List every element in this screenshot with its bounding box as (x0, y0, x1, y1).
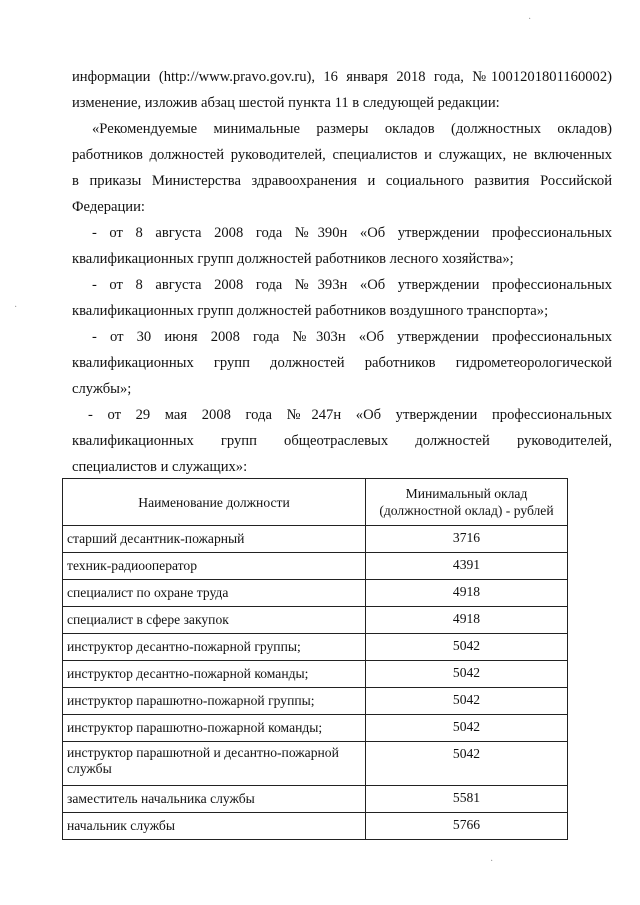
header-min-salary-line1: Минимальный оклад (405, 486, 528, 501)
table-row (63, 580, 568, 607)
position-name: начальник службы (63, 813, 366, 840)
text-line: квалификационных групп должностей работников гидрометеорологической (72, 355, 612, 371)
text-line: изменение, изложив абзац шестой пункта 11 в следующей редакции: (72, 95, 500, 111)
salary-value: 5766 (366, 813, 568, 840)
salary-value: 4918 (366, 607, 568, 634)
salary-value: 5581 (366, 786, 568, 813)
position-name: специалист по охране труда (63, 580, 366, 607)
text-line: Федерации: (72, 199, 145, 215)
scan-speck: · (14, 302, 18, 313)
text-line: работников должностей руководителей, специалистов и служащих, не включенных (72, 147, 612, 163)
table-row (63, 634, 568, 661)
scan-speck: · (490, 856, 494, 867)
header-min-salary (366, 479, 568, 526)
text-line: - от 8 августа 2008 года №393н «Об утверждении профессиональных (92, 277, 612, 293)
body-text (72, 64, 612, 480)
salary-value: 5042 (366, 715, 568, 742)
table-header-row (63, 479, 568, 526)
salary-value: 5042 (366, 634, 568, 661)
salary-value: 5042 (366, 688, 568, 715)
position-name: заместитель начальника службы (63, 786, 366, 813)
salary-value: 3716 (366, 526, 568, 553)
salary-table (62, 478, 568, 840)
position-name: техник-радиооператор (63, 553, 366, 580)
text-line: «Рекомендуемые минимальные размеры окладов (должностных окладов) (92, 121, 612, 137)
position-name: инструктор десантно-пожарной команды; (63, 661, 366, 688)
table-row (63, 813, 568, 840)
salary-value: 5042 (366, 742, 568, 786)
text-line: квалификационных групп должностей работников воздушного транспорта»; (72, 303, 549, 319)
salary-value: 5042 (366, 661, 568, 688)
text-line: квалификационных групп общеотраслевых должностей руководителей, (72, 433, 612, 449)
header-min-salary-line2: (должностной оклад) - рублей (379, 503, 554, 518)
text-line: - от 8 августа 2008 года №390н «Об утверждении профессиональных (92, 225, 612, 241)
text-line: квалификационных групп должностей работников лесного хозяйства»; (72, 251, 514, 267)
text-line: специалистов и служащих»: (72, 459, 248, 475)
table-row (63, 786, 568, 813)
text-line: - от 30 июня 2008 года №303н «Об утверждении профессиональных (92, 329, 612, 345)
table-row (63, 661, 568, 688)
position-name: инструктор парашютной и десантно-пожарной службы (63, 742, 366, 786)
table-row (63, 742, 568, 786)
salary-value: 4391 (366, 553, 568, 580)
table-row (63, 715, 568, 742)
salary-value: 4918 (366, 580, 568, 607)
table-row (63, 526, 568, 553)
table-row (63, 553, 568, 580)
position-name: специалист в сфере закупок (63, 607, 366, 634)
table-row (63, 607, 568, 634)
position-name: инструктор парашютно-пожарной группы; (63, 688, 366, 715)
text-line: информации (http://www.pravo.gov.ru), 16 января 2018 года, №1001201801160002) (72, 69, 612, 85)
position-name: старший десантник-пожарный (63, 526, 366, 553)
position-name: инструктор парашютно-пожарной команды; (63, 715, 366, 742)
position-name: инструктор десантно-пожарной группы; (63, 634, 366, 661)
text-line: в приказы Министерства здравоохранения и социального развития Российской (72, 173, 612, 189)
header-position-name: Наименование должности (63, 479, 366, 526)
text-line: - от 29 мая 2008 года №247н «Об утверждении профессиональных (88, 407, 612, 423)
text-line: службы»; (72, 381, 132, 397)
scan-speck: · (528, 14, 532, 25)
table-row (63, 688, 568, 715)
